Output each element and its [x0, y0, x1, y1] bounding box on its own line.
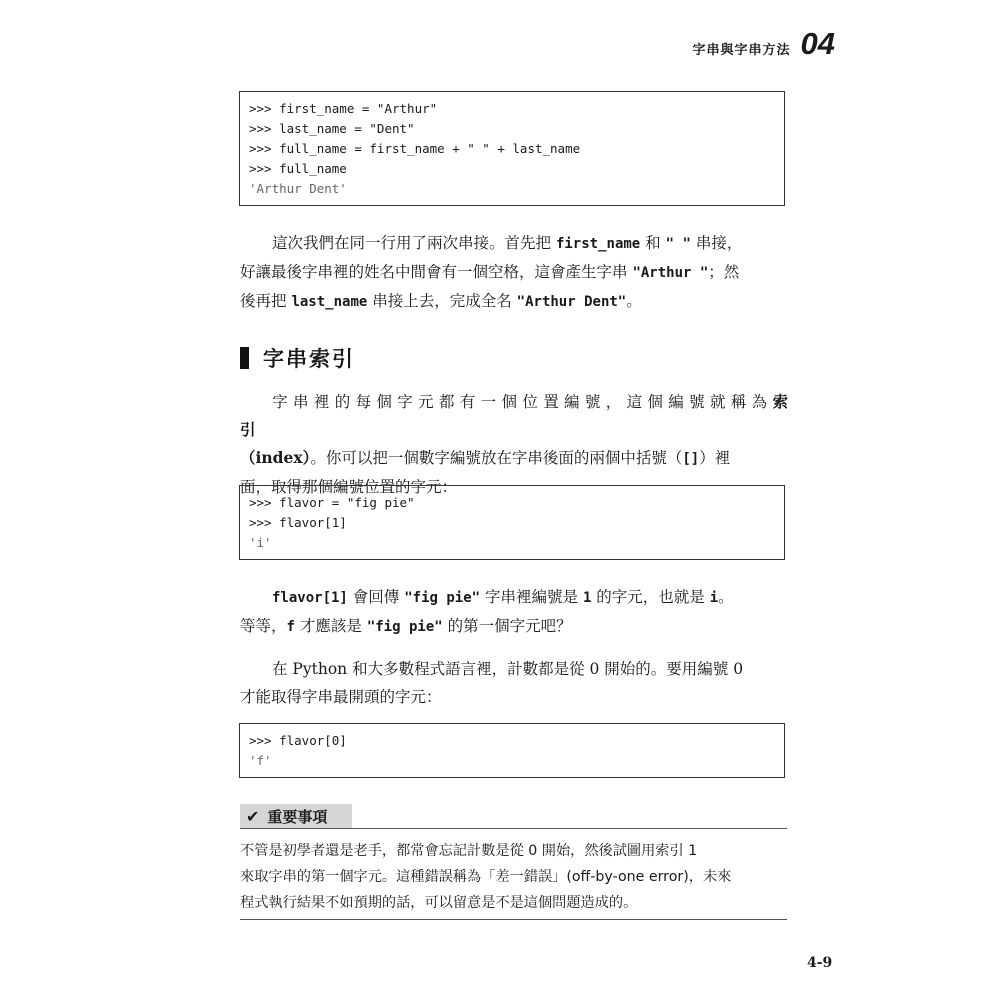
note-header: [240, 804, 352, 828]
inline-code: " ": [665, 236, 691, 252]
code-line: >>> flavor[0]: [249, 733, 347, 748]
inline-code: "fig pie": [366, 619, 443, 635]
code-line: >>> last_name = "Dent": [249, 121, 415, 136]
code-block-1: [239, 91, 785, 206]
note-top-rule: [240, 828, 787, 829]
paragraph-flavor: [240, 583, 788, 641]
inline-code: 1: [582, 590, 592, 606]
inline-code: []: [682, 451, 700, 467]
paragraph-zero-index: [240, 655, 788, 711]
note-line: 來取字串的第一個字元。這種錯誤稱為「差一錯誤」(off-by-one error)，未來: [240, 869, 732, 885]
code-line: >>> flavor[1]: [249, 515, 347, 530]
note-title: 重要事項: [267, 807, 328, 826]
text-line: 後再把 last_name 串接上去，完成全名 "Arthur Dent"。: [240, 292, 642, 310]
code-output: 'Arthur Dent': [249, 181, 347, 196]
chapter-title: 字串與字串方法: [692, 43, 791, 58]
inline-code: last_name: [291, 294, 368, 310]
bold-term: 索 引: [240, 392, 788, 439]
page-number: 4-9: [807, 955, 833, 971]
paragraph-concatenation: [240, 229, 788, 316]
text-line: 面，取得那個編號位置的字元：: [240, 478, 458, 496]
inline-code: "fig pie": [404, 590, 481, 606]
inline-code: f: [286, 619, 295, 635]
code-line: >>> flavor = "fig pie": [249, 495, 415, 510]
code-block-3: [239, 723, 785, 778]
code-line: >>> full_name: [249, 161, 347, 176]
inline-code: "Arthur ": [632, 265, 709, 281]
note-line: 程式執行結果不如預期的話，可以留意是不是這個問題造成的。: [240, 895, 638, 911]
text-line: 等等，f 才應該是 "fig pie" 的第一個字元吧？: [240, 617, 572, 635]
note-body: [240, 838, 790, 916]
bold-term: （index）: [240, 448, 311, 467]
inline-code: first_name: [555, 236, 641, 252]
section-heading: [240, 343, 355, 373]
inline-code: "Arthur Dent": [516, 294, 627, 310]
code-line: >>> full_name = first_name + " " + last_name: [249, 141, 581, 156]
code-output: 'i': [249, 535, 272, 550]
chapter-number: 04: [800, 26, 835, 61]
text-line: 字 串 裡 的 每 個 字 元 都 有 一 個 位 置 編 號 ， 這 個 編 號 就 稱 為 索 引: [240, 392, 788, 439]
inline-code: flavor[1]: [272, 590, 348, 606]
checkmark-icon: ✔: [246, 806, 260, 826]
text-line: 才能取得字串最開頭的字元：: [240, 688, 442, 706]
code-output: 'f': [249, 753, 272, 768]
code-block-2: [239, 485, 785, 560]
note-bottom-rule: [240, 919, 787, 920]
running-header: [693, 26, 836, 62]
code-line: >>> first_name = "Arthur": [249, 101, 438, 116]
text-line: （index）。你可以把一個數字編號放在字串後面的兩個中括號（[]）裡: [240, 448, 731, 467]
text-line: 好讓最後字串裡的姓名中間會有一個空格，這會產生字串 "Arthur "；然: [240, 263, 740, 281]
text-line: 這次我們在同一行用了兩次串接。首先把 first_name 和 " " 串接，: [272, 234, 743, 252]
text-line: 在 Python 和大多數程式語言裡，計數都是從 0 開始的。要用編號 0: [272, 660, 744, 678]
section-title: 字串索引: [263, 347, 355, 371]
section-marker: [240, 347, 249, 369]
note-line: 不管是初學者還是老手，都常會忘記計數是從 0 開始，然後試圖用索引 1: [240, 843, 698, 859]
text-line: flavor[1] 會回傳 "fig pie" 字串裡編號是 1 的字元，也就是 i。: [272, 588, 734, 606]
inline-code: i: [709, 590, 719, 606]
